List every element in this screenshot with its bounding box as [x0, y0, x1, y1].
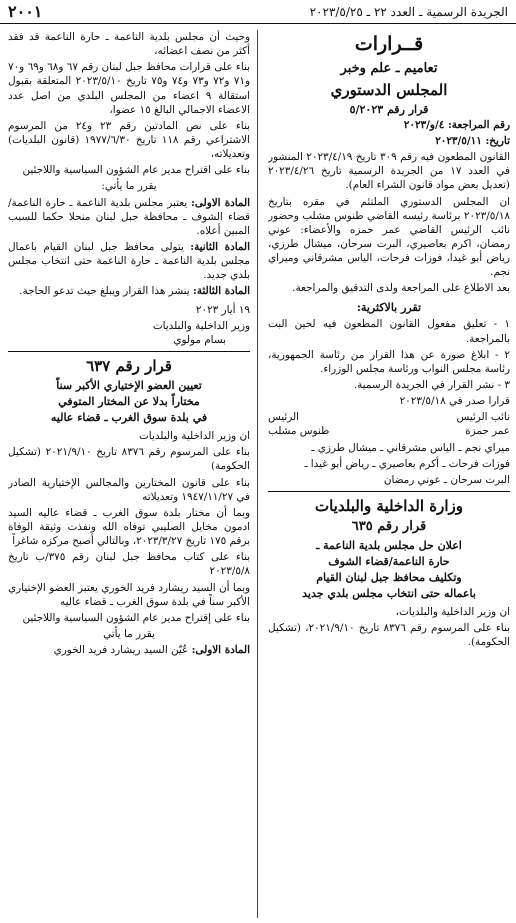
paragraph: وبما أن مختار بلدة سوق الغرب ـ قضاء عاليه السيد ادمون مخايل الصليبي توفاه الله ونفذت وثيقة الوفاة برقم ١٧٥ تاريخ ٢٠٢٣/٣/٢٧، وبالتالي أصبح مركزه شاغراً — [8, 506, 250, 548]
section-subtitle: تعاميم ـ علم وخبر — [340, 60, 438, 76]
article-text: يعتبر مجلس بلدية الناعمة ـ حارة الناعمة/ قضاء الشوف ـ محافظة جبل لبنان منحلا حكما للسبب المبين أعلاه. — [8, 196, 250, 237]
decides-line: يقرر ما يأتي: — [101, 180, 157, 193]
article — [8, 196, 250, 238]
decision-item: ٢ - ابلاغ صورة عن هذا القرار من رئاسة الجمهورية، رئاسة مجلس النواب ورئاسة مجلس الوزراء. — [268, 348, 510, 375]
article-label: المادة الاولى: — [191, 196, 250, 209]
decision-635-title-line: باعماله حتى انتخاب مجلس بلدي جديد — [302, 586, 476, 600]
ministry-title: وزارة الداخلية والبلديات — [314, 497, 463, 515]
decision-637-title-line: تعيين العضو الإختياري الأكبر سناً — [56, 379, 202, 393]
right-column — [268, 30, 510, 920]
section-rule — [268, 491, 510, 492]
article-text: عُيّن السيد ريشارد فريد الخوري — [53, 644, 189, 657]
paragraph: بناء على نص المادتين رقم ٢٣ و٢٤ من المرسوم الاشتراعي رقم ١١٨ تاريخ ١٩٧٧/٦/٣٠ (قانون البلديات) وتعديلاته، — [8, 119, 250, 161]
minister-name: بسام مولوي — [173, 333, 226, 346]
decision-635-title-line: اعلان حل مجلس بلدية الناعمة ـ — [316, 539, 462, 553]
decides-title: تقرر بالاكثرية: — [356, 300, 422, 314]
members-line: البرت سرحان ـ عوني رمضان — [383, 473, 510, 486]
council-title: المجلس الدستوري — [330, 80, 448, 99]
article-label: المادة الثانية: — [190, 240, 250, 253]
article-text: ينشر هذا القرار ويبلغ حيث تدعو الحاجة. — [19, 285, 190, 298]
minister-title: وزير الداخلية والبلديات — [152, 319, 250, 332]
paragraph: بناء على قانون المختارين والمجالس الإختيارية الصادر في ١٩٤٧/١١/٢٧ وتعديلاته — [8, 476, 250, 503]
paragraph: بناء على المرسوم رقم ٨٣٧٦ تاريخ ٢٠٢١/٩/١٠، (تشكيل الحكومة). — [268, 621, 510, 649]
decision-635-title-line: وتكليف محافظ جبل لبنان القيام — [316, 570, 462, 584]
members-line: فوزات فرحات ـ أكرم بعاصيري ـ رياض أبو غيدا ـ — [304, 457, 510, 470]
decision-637-title-line: في بلدة سوق الغرب ـ قضاء عاليه — [50, 411, 208, 425]
article — [8, 643, 250, 657]
decision-635-title-line: حارة الناعمة/قضاء الشوف — [328, 555, 450, 568]
president-name: طنوس مشلب — [268, 425, 330, 438]
vp-title: نائب الرئيس — [456, 411, 510, 424]
article-label: المادة الاولى: — [191, 644, 250, 657]
paragraph: وبما أن السيد ريشارد فريد الخوري يعتبر العضو الإختياري الأكبر سناً في بلدة سوق الغرب ـ قضاء عاليه — [8, 581, 250, 608]
paragraph: بعد الاطلاع على المراجعة ولدى التدقيق والمراجعة. — [292, 282, 510, 295]
paragraph: بناء على إقتراح مدير عام الشؤون السياسية واللاجئين — [22, 611, 250, 624]
article-label: المادة الثالثة: — [193, 285, 250, 298]
decision-item: ١ - تعليق مفعول القانون المطعون فيه لحين البت بالمراجعة. — [268, 318, 510, 345]
left-column — [8, 30, 250, 920]
decision-number: قرار رقم ٥/٢٠٢٣ — [349, 102, 429, 116]
article — [8, 240, 250, 282]
paragraph: القانون المطعون فيه رقم ٣٠٩ تاريخ ٢٠٢٣/٤/١٩ المنشور في العدد ١٧ من الجريدة الرسمية تاريخ ٢٠٢٣/٤/٢٦ (تعديل بعض مواد قانون الشراء العام). — [268, 151, 510, 192]
paragraph: ان وزير الداخلية والبلديات، — [395, 605, 510, 618]
paragraph: بناء على قرارات محافظ جبل لبنان رقم ٦٧ و٦٨ و٦٩ و٧٠ و٧١ و٧٢ و٧٣ و٧٤ و٧٥ تاريخ ٢٠٢٣/٥/١٠ المتعلقة بقبول استقالة ٩ اعضاء من المجلس البلدي من اصل عدد الاعضاء الاجمالي البالغ ١٥ عضوا، — [8, 61, 250, 116]
decision-637-number: قرار رقم ٦٣٧ — [86, 356, 172, 375]
running-head: الجريدة الرسمية ـ العدد ٢٢ ـ ٢٠٢٣/٥/٢٥ — [309, 4, 508, 19]
article — [8, 284, 250, 298]
decision-date: تاريخ: ٢٠٢٣/٥/١١ — [435, 134, 510, 147]
president-title: الرئيس — [268, 411, 300, 424]
section-rule — [8, 351, 250, 352]
decision-635-number: قرار رقم ٦٣٥ — [351, 519, 427, 535]
decision-637-title-line: مختاراً بدلا عن المختار المتوفي — [58, 395, 200, 409]
article-text: يتولى محافظ جبل لبنان القيام باعمال مجلس بلدية الناعمة ـ حارة الناعمة حتى انتخاب مجلس بلدي جديد. — [8, 240, 250, 282]
signing-date: ١٩ أيار ٢٠٢٣ — [195, 303, 250, 316]
members-list — [268, 441, 510, 487]
column-divider — [257, 30, 258, 918]
vp-name: عمر حمزة — [465, 425, 510, 438]
members-line: ميراي نجم ـ الياس مشرقاني ـ ميشال طرزي ـ — [311, 441, 510, 454]
page-header — [0, 0, 516, 24]
paragraph: بناء على المرسوم رقم ٨٣٧٦ تاريخ ٢٠٢١/٩/١٠ (تشكيل الحكومة) — [8, 446, 250, 473]
decides-line: يقرر ما يأتي — [103, 627, 155, 640]
paragraph: ان وزير الداخلية والبلديات — [139, 430, 250, 443]
reference-number: رقم المراجعة: ٤/و/٢٠٢٣ — [403, 118, 510, 131]
page-number: ٢٠٠١ — [8, 2, 43, 21]
section-title: قــرارات — [354, 33, 424, 55]
paragraph: بناء على كتاب محافظ جبل لبنان رقم ٣٧٥/ب تاريخ ٢٠٢٣/٥/٨ — [8, 551, 250, 578]
signatures — [268, 410, 510, 438]
paragraph: ان المجلس الدستوري الملتئم في مقره بتاريخ ٢٠٢٣/٥/١٨ برئاسة رئيسه القاضي طنوس مشلب وحضور نائب الرئيس القاضي عمر حمزه والأعضاء: عوني رمضان، اكرم بعاصيري، البرت سرحان، ميشال طرزي، رياض أبو غيدا، فوزات فرحات، الياس مشرقاني وميراي نجم. — [268, 195, 510, 279]
decision-item: ٣ - نشر القرار في الجريدة الرسمية. — [353, 379, 510, 392]
paragraph: وحيث أن مجلس بلدية الناعمة ـ حارة الناعمة قد فقد أكثر من نصف اعضائه، — [8, 31, 250, 58]
paragraph: بناء على اقتراح مدير عام الشؤون السياسية واللاجئين — [22, 164, 250, 177]
issued-date: قرارا صدر في ٢٠٢٣/٥/١٨ — [399, 395, 510, 408]
